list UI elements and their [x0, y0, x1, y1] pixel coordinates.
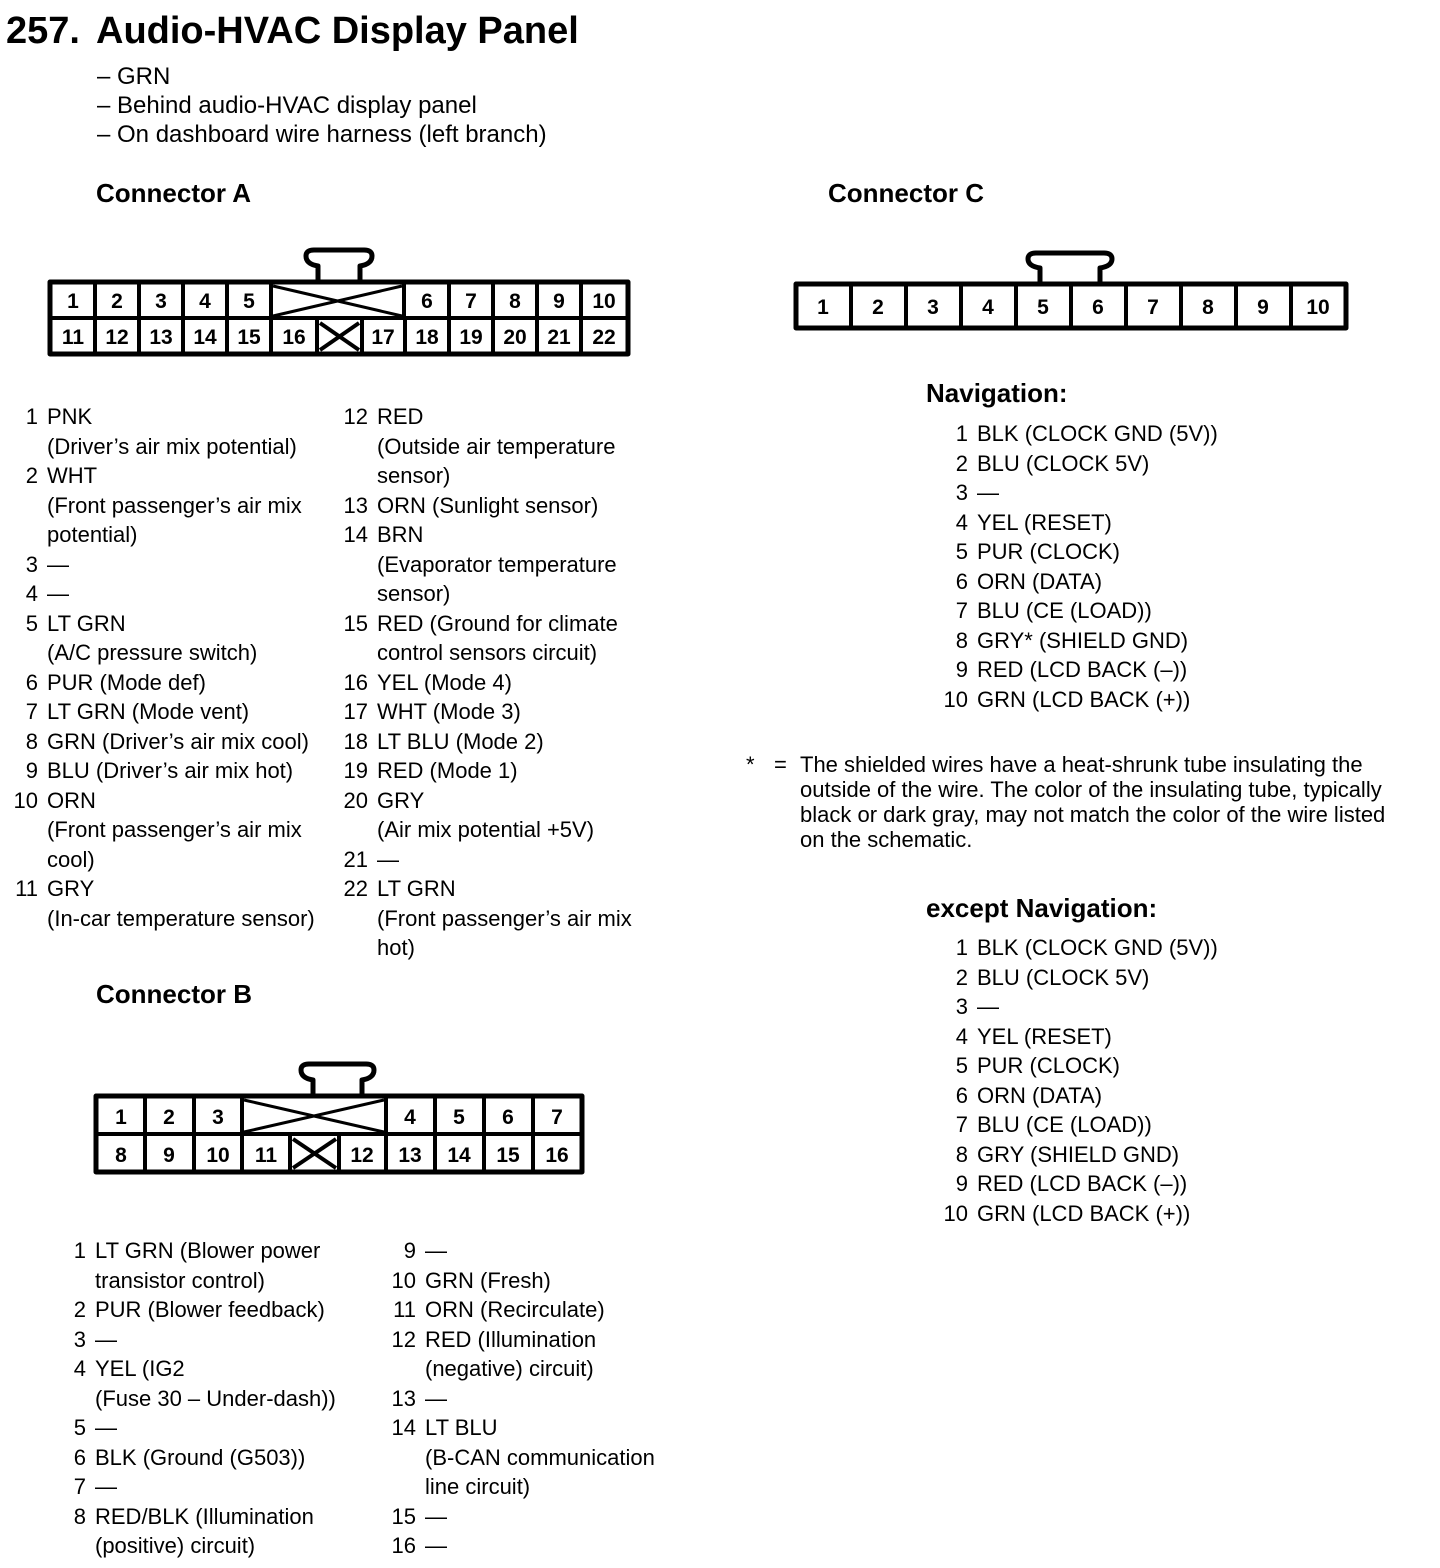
pin-number: 14 — [343, 522, 368, 547]
connector-c-pin-label: 10 — [1306, 296, 1330, 319]
pin-number: 10 — [13, 787, 38, 813]
connector-a-pin-label: 18 — [415, 326, 439, 349]
pin-number: 11 — [393, 1297, 416, 1322]
pin-description: GRY (Air mix potential +5V) — [377, 787, 595, 842]
location-line: – GRN — [97, 63, 171, 90]
pin-number: 10 — [943, 1200, 968, 1226]
pin-number: 16 — [343, 669, 368, 695]
except-navigation-heading: except Navigation: — [926, 893, 1158, 923]
connector-a-pin-label: 12 — [105, 326, 129, 349]
pin-description: BLU (CE (LOAD)) — [977, 1112, 1152, 1137]
pin-number: 6 — [25, 669, 38, 695]
pin-entry — [340, 668, 650, 698]
pin-entry — [8, 668, 338, 698]
pin-entry — [62, 1413, 382, 1443]
shielded-wire-note — [746, 752, 1406, 852]
pin-number: 5 — [73, 1415, 86, 1440]
pin-description: BLU (CLOCK 5V) — [977, 450, 1150, 476]
pin-number: 9 — [955, 1171, 968, 1196]
pin-entry — [8, 874, 338, 933]
connector-c-heading: Connector C — [828, 178, 984, 208]
pin-description: ORN (Front passenger’s air mix cool) — [47, 787, 302, 872]
pin-entry — [932, 419, 1332, 449]
connector-a-pin-label: 8 — [509, 290, 521, 313]
pin-description: PUR (CLOCK) — [977, 1053, 1121, 1078]
pin-entry — [340, 756, 650, 786]
pin-entry — [340, 845, 650, 875]
pin-entry — [8, 609, 338, 668]
connector-c-pin-label: 1 — [817, 296, 829, 319]
pin-number: 13 — [391, 1385, 416, 1411]
pin-entry — [8, 579, 338, 609]
pin-entry — [340, 609, 650, 668]
connector-a-pin-label: 17 — [371, 326, 395, 349]
pin-number: 8 — [955, 1141, 968, 1167]
pin-entry — [8, 550, 338, 580]
pin-entry — [932, 933, 1332, 963]
pin-description: PUR (CLOCK) — [977, 539, 1121, 564]
pin-number: 10 — [943, 686, 968, 712]
connector-a-heading: Connector A — [96, 178, 252, 208]
pin-description: — — [95, 1415, 117, 1440]
pin-description: RED (Mode 1) — [377, 758, 518, 783]
connector-b-heading: Connector B — [96, 979, 252, 1009]
pin-entry — [932, 992, 1332, 1022]
connector-a-pin-label: 22 — [592, 326, 616, 349]
pin-entry — [932, 567, 1332, 597]
pin-number: 7 — [73, 1474, 86, 1499]
pin-description: BLK (Ground (G503)) — [95, 1444, 306, 1470]
pin-entry — [8, 756, 338, 786]
pin-number: 10 — [391, 1267, 416, 1293]
connector-b-latch — [301, 1064, 374, 1096]
pin-description: — — [425, 1503, 447, 1529]
pin-entry — [932, 478, 1332, 508]
pin-description: — — [95, 1474, 117, 1499]
connector-a-pin-label: 3 — [155, 290, 167, 313]
pin-entry — [62, 1472, 382, 1502]
pin-entry — [380, 1325, 680, 1384]
pin-number: 1 — [73, 1238, 86, 1263]
pin-number: 15 — [343, 610, 368, 636]
pin-number: 1 — [955, 935, 968, 960]
pin-description: YEL (RESET) — [977, 509, 1112, 535]
pin-description: WHT (Mode 3) — [377, 699, 521, 724]
pin-number: 13 — [343, 492, 368, 518]
connector-b-pin-label: 8 — [115, 1144, 127, 1167]
pin-description: LT BLU (B-CAN communication line circuit) — [425, 1415, 655, 1499]
pin-description: LT GRN (Mode vent) — [47, 699, 250, 724]
pin-entry — [932, 1169, 1332, 1199]
connector-a-pin-label: 20 — [503, 326, 527, 349]
pin-description: LT BLU (Mode 2) — [377, 728, 544, 754]
pin-number: 6 — [73, 1444, 86, 1470]
pin-number: 5 — [955, 1053, 968, 1078]
pin-number: 4 — [73, 1356, 86, 1381]
pin-description: PNK (Driver’s air mix potential) — [47, 404, 297, 459]
connector-b-pin-label: 11 — [254, 1144, 278, 1167]
pin-number: 4 — [955, 509, 968, 535]
pin-description: RED (LCD BACK (–)) — [977, 1171, 1188, 1196]
pin-description: — — [377, 846, 399, 872]
pin-description: GRY* (SHIELD GND) — [977, 627, 1189, 653]
pin-entry — [380, 1295, 680, 1325]
section-number: 257. — [6, 10, 80, 52]
pin-number: 12 — [391, 1326, 416, 1352]
pin-number: 9 — [25, 758, 38, 783]
connector-b-pin-label: 12 — [350, 1144, 374, 1167]
pin-number: 3 — [955, 480, 968, 505]
pin-description: — — [977, 994, 999, 1019]
pin-description: — — [47, 551, 69, 577]
pin-description: PUR (Mode def) — [47, 669, 206, 695]
pin-number: 21 — [343, 846, 368, 872]
connector-c-pin-label: 6 — [1092, 296, 1104, 319]
connector-c-latch — [1028, 253, 1112, 284]
pin-entry — [932, 508, 1332, 538]
connector-a-pin-label: 10 — [592, 290, 616, 313]
pin-number: 8 — [73, 1503, 86, 1529]
connector-a-pin-list-left — [8, 402, 338, 933]
section-title: Audio-HVAC Display Panel — [96, 10, 579, 52]
pin-entry — [932, 685, 1332, 715]
pin-number: 7 — [955, 1112, 968, 1137]
pin-number: 6 — [955, 568, 968, 594]
pin-number: 2 — [25, 463, 38, 488]
connector-a-pin-label: 11 — [61, 326, 85, 349]
pin-entry — [62, 1354, 382, 1413]
connector-b-pin-label: 7 — [551, 1106, 563, 1129]
connector-b-pin-label: 13 — [398, 1144, 422, 1167]
pin-description: YEL (Mode 4) — [377, 669, 512, 695]
navigation-pin-list — [932, 419, 1332, 714]
pin-number: 14 — [391, 1415, 416, 1440]
connector-a-pin-label: 2 — [111, 290, 123, 313]
pin-description: YEL (RESET) — [977, 1023, 1112, 1049]
pin-entry — [340, 727, 650, 757]
pin-description: — — [977, 480, 999, 505]
pin-entry — [932, 537, 1332, 567]
pin-entry — [380, 1413, 680, 1502]
connector-a-pin-label: 14 — [193, 326, 217, 349]
pin-entry — [932, 1110, 1332, 1140]
pin-description: — — [47, 581, 69, 606]
pin-entry — [62, 1325, 382, 1355]
pin-entry — [8, 402, 338, 461]
pin-description: YEL (IG2 (Fuse 30 – Under-dash)) — [95, 1356, 336, 1411]
pin-description: LT GRN (Front passenger’s air mix hot) — [377, 876, 632, 960]
pin-entry — [340, 786, 650, 845]
connector-b-pin-label: 1 — [115, 1106, 127, 1129]
pin-number: 2 — [955, 450, 968, 476]
pin-description: — — [425, 1385, 447, 1411]
pin-entry — [340, 491, 650, 521]
pin-entry — [932, 449, 1332, 479]
connector-a-pin-label: 16 — [282, 326, 306, 349]
pin-entry — [932, 1022, 1332, 1052]
pin-entry — [380, 1266, 680, 1296]
navigation-heading: Navigation: — [926, 378, 1068, 408]
except-navigation-pin-list — [932, 933, 1332, 1228]
connector-a-pin-label: 5 — [243, 290, 255, 313]
pin-description: RED (Ground for climate control sensors circuit) — [377, 610, 618, 665]
location-line: – Behind audio-HVAC display panel — [97, 92, 477, 119]
pin-description: RED (Outside air temperature sensor) — [377, 404, 616, 488]
pin-entry — [62, 1443, 382, 1473]
pin-number: 8 — [25, 728, 38, 754]
pin-description: GRN (Driver’s air mix cool) — [47, 728, 309, 754]
pin-description: BRN (Evaporator temperature sensor) — [377, 522, 617, 606]
pin-description: ORN (Recirculate) — [425, 1297, 605, 1322]
pin-entry — [932, 963, 1332, 993]
connector-a-pin-label: 7 — [465, 290, 477, 313]
note-asterisk: * — [746, 752, 755, 777]
connector-c-pin-label: 5 — [1037, 296, 1049, 319]
pin-description: WHT (Front passenger’s air mix potential) — [47, 463, 302, 547]
pin-number: 4 — [955, 1023, 968, 1049]
pin-description: — — [425, 1533, 447, 1558]
pin-number: 2 — [955, 964, 968, 990]
location-line: – On dashboard wire harness (left branch) — [97, 121, 547, 148]
note-equals: = — [774, 752, 787, 777]
connector-c-pin-label: 9 — [1257, 296, 1269, 319]
pin-description: GRN (LCD BACK (+)) — [977, 1200, 1191, 1226]
pin-number: 3 — [73, 1326, 86, 1352]
pin-entry — [380, 1502, 680, 1532]
pin-entry — [8, 461, 338, 550]
pin-description: PUR (Blower feedback) — [95, 1297, 325, 1322]
pin-number: 6 — [955, 1082, 968, 1108]
pin-number: 4 — [25, 581, 38, 606]
pin-description: LT GRN (A/C pressure switch) — [47, 610, 258, 665]
pin-number: 1 — [25, 404, 38, 429]
pin-entry — [340, 697, 650, 727]
pin-entry — [380, 1531, 680, 1561]
connector-a-pin-label: 19 — [459, 326, 483, 349]
pin-description: BLU (CLOCK 5V) — [977, 964, 1150, 990]
pin-entry — [62, 1236, 382, 1295]
connector-c-pin-label: 3 — [927, 296, 939, 319]
pin-entry — [62, 1502, 382, 1561]
connector-b-pin-label: 3 — [212, 1106, 224, 1129]
pin-description: RED/BLK (Illumination (positive) circuit) — [95, 1503, 314, 1558]
pin-entry — [340, 402, 650, 491]
pin-entry — [932, 626, 1332, 656]
pin-entry — [380, 1236, 680, 1266]
pin-entry — [62, 1295, 382, 1325]
pin-number: 9 — [403, 1238, 416, 1263]
connector-b-pin-label: 15 — [496, 1144, 520, 1167]
connector-b-pin-label: 4 — [404, 1106, 416, 1129]
pin-entry — [932, 1140, 1332, 1170]
pin-description: — — [95, 1326, 117, 1352]
pin-number: 7 — [25, 699, 38, 724]
connector-c-pin-label: 2 — [872, 296, 884, 319]
pin-description: LT GRN (Blower power transistor control) — [95, 1238, 321, 1293]
pin-description: ORN (DATA) — [977, 1082, 1103, 1108]
pin-entry — [932, 596, 1332, 626]
pin-description: — — [425, 1238, 447, 1263]
pin-description: RED (LCD BACK (–)) — [977, 657, 1188, 682]
pin-description: GRY (In-car temperature sensor) — [47, 876, 315, 931]
pin-entry — [340, 874, 650, 963]
connector-b-pin-label: 6 — [502, 1106, 514, 1129]
connector-b-pin-list-left — [62, 1236, 382, 1561]
connector-b-pin-label: 16 — [545, 1144, 569, 1167]
note-text: The shielded wires have a heat-shrunk tube insulating the outside of the wire. The color of the insulating tube, typically black or dark gray, may not match the color of the wire listed on the schematic. — [800, 752, 1386, 852]
connector-b-pin-label: 9 — [163, 1144, 175, 1167]
pin-entry — [8, 727, 338, 757]
pin-description: BLU (Driver’s air mix hot) — [47, 758, 294, 783]
connector-b-pin-list-right — [380, 1236, 680, 1561]
pin-number: 18 — [343, 728, 368, 754]
connector-a-pin-label: 13 — [149, 326, 173, 349]
pin-entry — [932, 1199, 1332, 1229]
pin-number: 17 — [343, 699, 368, 724]
pin-number: 15 — [391, 1503, 416, 1529]
connector-a-pin-label: 4 — [199, 290, 211, 313]
pin-number: 7 — [955, 598, 968, 623]
pin-number: 11 — [15, 876, 38, 901]
pin-number: 22 — [343, 876, 368, 901]
pin-entry — [8, 697, 338, 727]
pin-number: 3 — [25, 551, 38, 577]
pin-number: 12 — [343, 404, 368, 429]
pin-number: 20 — [343, 787, 368, 813]
pin-entry — [932, 1081, 1332, 1111]
pin-description: BLK (CLOCK GND (5V)) — [977, 935, 1218, 960]
pin-description: BLU (CE (LOAD)) — [977, 598, 1152, 623]
pin-number: 8 — [955, 627, 968, 653]
pin-number: 3 — [955, 994, 968, 1019]
connector-a-pin-label: 15 — [237, 326, 261, 349]
connector-a-pin-label: 21 — [547, 326, 571, 349]
pin-number: 16 — [391, 1533, 416, 1558]
pin-description: GRY (SHIELD GND) — [977, 1141, 1180, 1167]
pin-description: ORN (Sunlight sensor) — [377, 492, 599, 518]
connector-c-pin-label: 4 — [982, 296, 994, 319]
connector-a-pin-label: 1 — [67, 290, 79, 313]
connector-b-pin-label: 10 — [206, 1144, 230, 1167]
connector-c-pin-label: 7 — [1147, 296, 1159, 319]
connector-a-latch — [306, 250, 372, 282]
pin-entry — [932, 1051, 1332, 1081]
pin-description: GRN (LCD BACK (+)) — [977, 686, 1191, 712]
pin-entry — [8, 786, 338, 875]
pin-entry — [932, 655, 1332, 685]
pin-description: GRN (Fresh) — [425, 1267, 551, 1293]
connector-b-pin-label: 2 — [163, 1106, 175, 1129]
connector-a-pin-label: 9 — [553, 290, 565, 313]
connector-a-pin-label: 6 — [421, 290, 433, 313]
pin-number: 5 — [25, 610, 38, 636]
pin-entry — [380, 1384, 680, 1414]
connector-b-pin-label: 5 — [453, 1106, 465, 1129]
pin-description: ORN (DATA) — [977, 568, 1103, 594]
pin-entry — [340, 520, 650, 609]
connector-b-pin-label: 14 — [447, 1144, 471, 1167]
pin-description: RED (Illumination (negative) circuit) — [425, 1326, 597, 1381]
connector-a-pin-list-right — [340, 402, 650, 963]
pin-number: 5 — [955, 539, 968, 564]
pin-number: 19 — [343, 758, 368, 783]
pin-number: 1 — [955, 421, 968, 446]
pin-description: BLK (CLOCK GND (5V)) — [977, 421, 1218, 446]
pin-number: 9 — [955, 657, 968, 682]
pin-number: 2 — [73, 1297, 86, 1322]
connector-c-pin-label: 8 — [1202, 296, 1214, 319]
